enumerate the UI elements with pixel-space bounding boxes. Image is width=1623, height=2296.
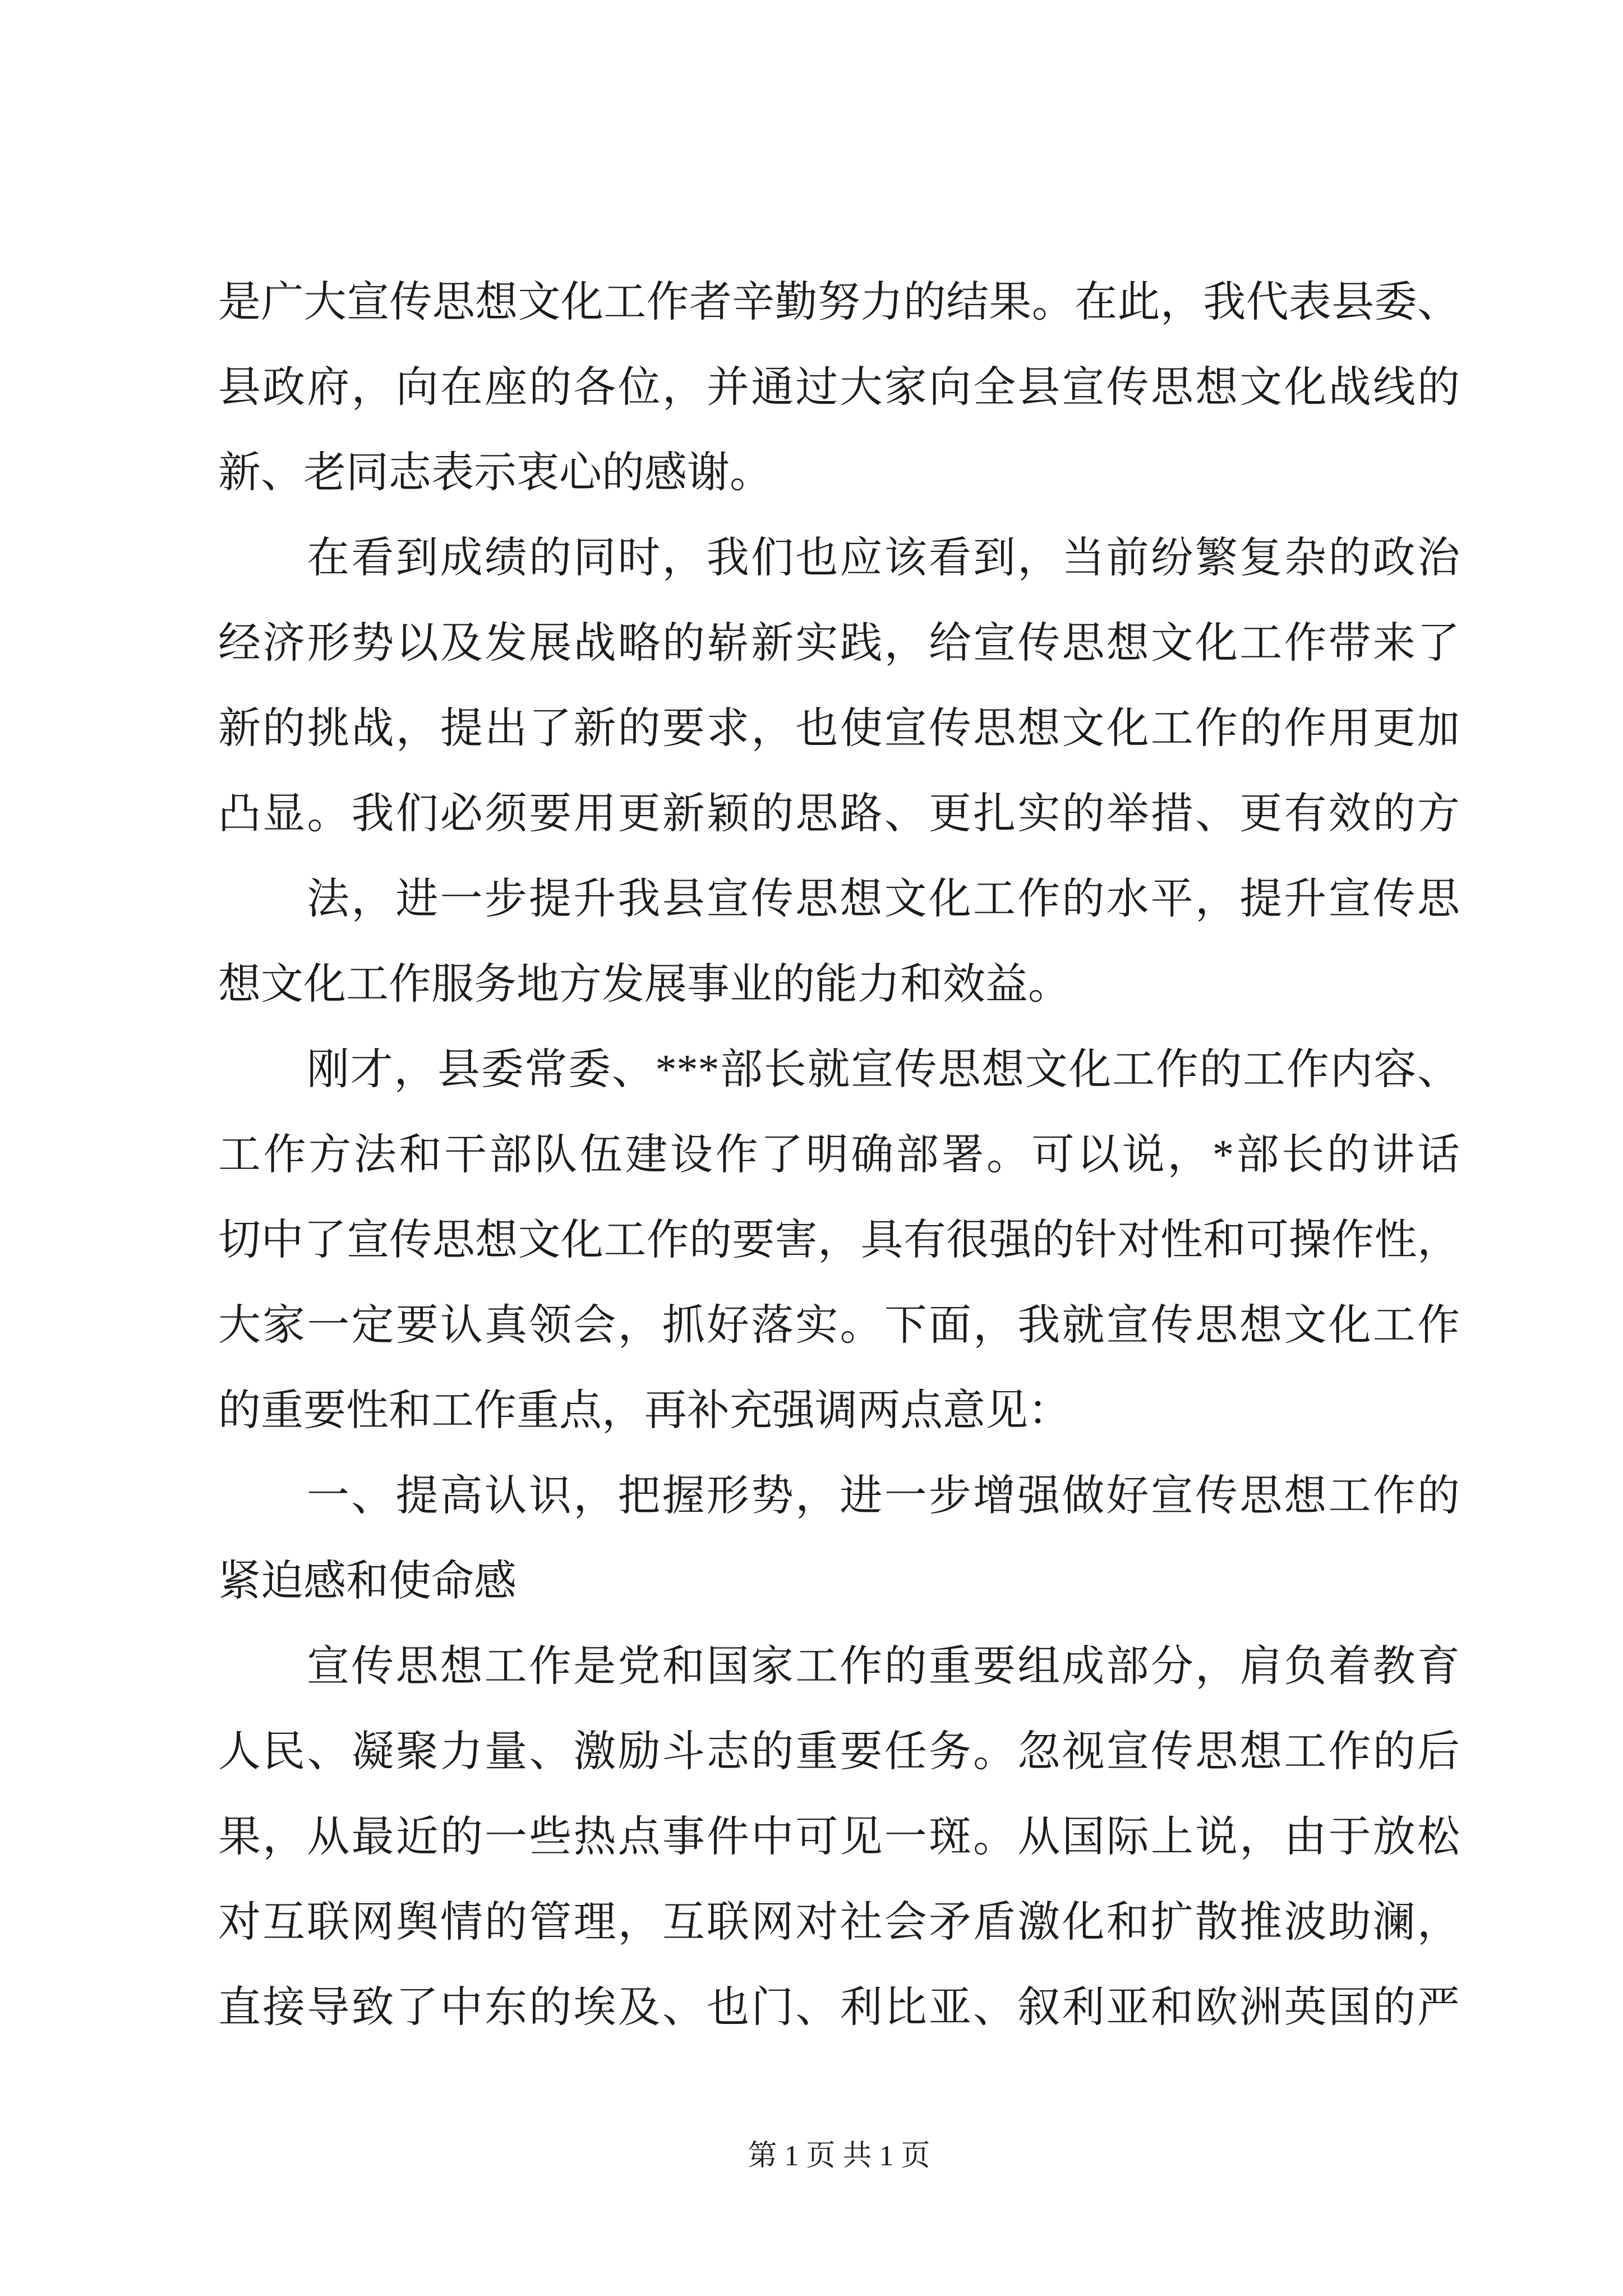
text-line: 新、老同志表示衷心的感谢。 bbox=[218, 449, 772, 496]
text-line: 想文化工作服务地方发展事业的能力和效益。 bbox=[218, 961, 1071, 1008]
text-line: 宣传思想工作是党和国家工作的重要组成部分，肩负着教育 bbox=[307, 1643, 1460, 1690]
text-line: 经济形势以及发展战略的崭新实践，给宣传思想文化工作带来了 bbox=[218, 620, 1460, 667]
text-line: 在看到成绩的同时，我们也应该看到，当前纷繁复杂的政治 bbox=[307, 535, 1460, 582]
page-footer: 第 1 页 共 1 页 bbox=[748, 2140, 930, 2172]
text-line: 大家一定要认真领会，抓好落实。下面，我就宣传思想文化工作 bbox=[218, 1302, 1460, 1349]
text-line: 人民、凝聚力量、激励斗志的重要任务。忽视宣传思想工作的后 bbox=[218, 1728, 1460, 1775]
text-line: 刚才，县委常委、***部长就宣传思想文化工作的工作内容、 bbox=[307, 1046, 1460, 1093]
text-line: 对互联网舆情的管理，互联网对社会矛盾激化和扩散推波助澜， bbox=[218, 1899, 1460, 1946]
paragraph bbox=[218, 1027, 1460, 1453]
paragraph bbox=[218, 857, 1460, 1027]
text-line: 直接导致了中东的埃及、也门、利比亚、叙利亚和欧洲英国的严 bbox=[218, 1984, 1460, 2031]
paragraph bbox=[218, 516, 1460, 857]
text-line: 法，进一步提升我县宣传思想文化工作的水平，提升宣传思 bbox=[307, 876, 1460, 923]
text-line: 县政府，向在座的各位，并通过大家向全县宣传思想文化战线的 bbox=[218, 364, 1460, 411]
text-line: 凸显。我们必须要用更新颖的思路、更扎实的举措、更有效的方 bbox=[218, 790, 1460, 838]
text-line: 果，从最近的一些热点事件中可见一斑。从国际上说，由于放松 bbox=[218, 1814, 1460, 1861]
text-line: 紧迫感和使命感 bbox=[218, 1558, 517, 1605]
text-line: 一、提高认识，把握形势，进一步增强做好宣传思想工作的 bbox=[307, 1473, 1460, 1520]
text-line: 切中了宣传思想文化工作的要害，具有很强的针对性和可操作性， bbox=[218, 1217, 1460, 1264]
text-line: 工作方法和干部队伍建设作了明确部署。可以说，*部长的讲话 bbox=[218, 1131, 1460, 1179]
document-body bbox=[218, 260, 1460, 2050]
paragraph bbox=[218, 1624, 1460, 2050]
paragraph bbox=[218, 260, 1460, 516]
text-line: 新的挑战，提出了新的要求，也使宣传思想文化工作的作用更加 bbox=[218, 705, 1460, 752]
text-line: 是广大宣传思想文化工作者辛勤努力的结果。在此，我代表县委、 bbox=[218, 279, 1460, 326]
section-heading bbox=[218, 1453, 1460, 1624]
text-line: 的重要性和工作重点，再补充强调两点意见： bbox=[218, 1387, 1071, 1434]
